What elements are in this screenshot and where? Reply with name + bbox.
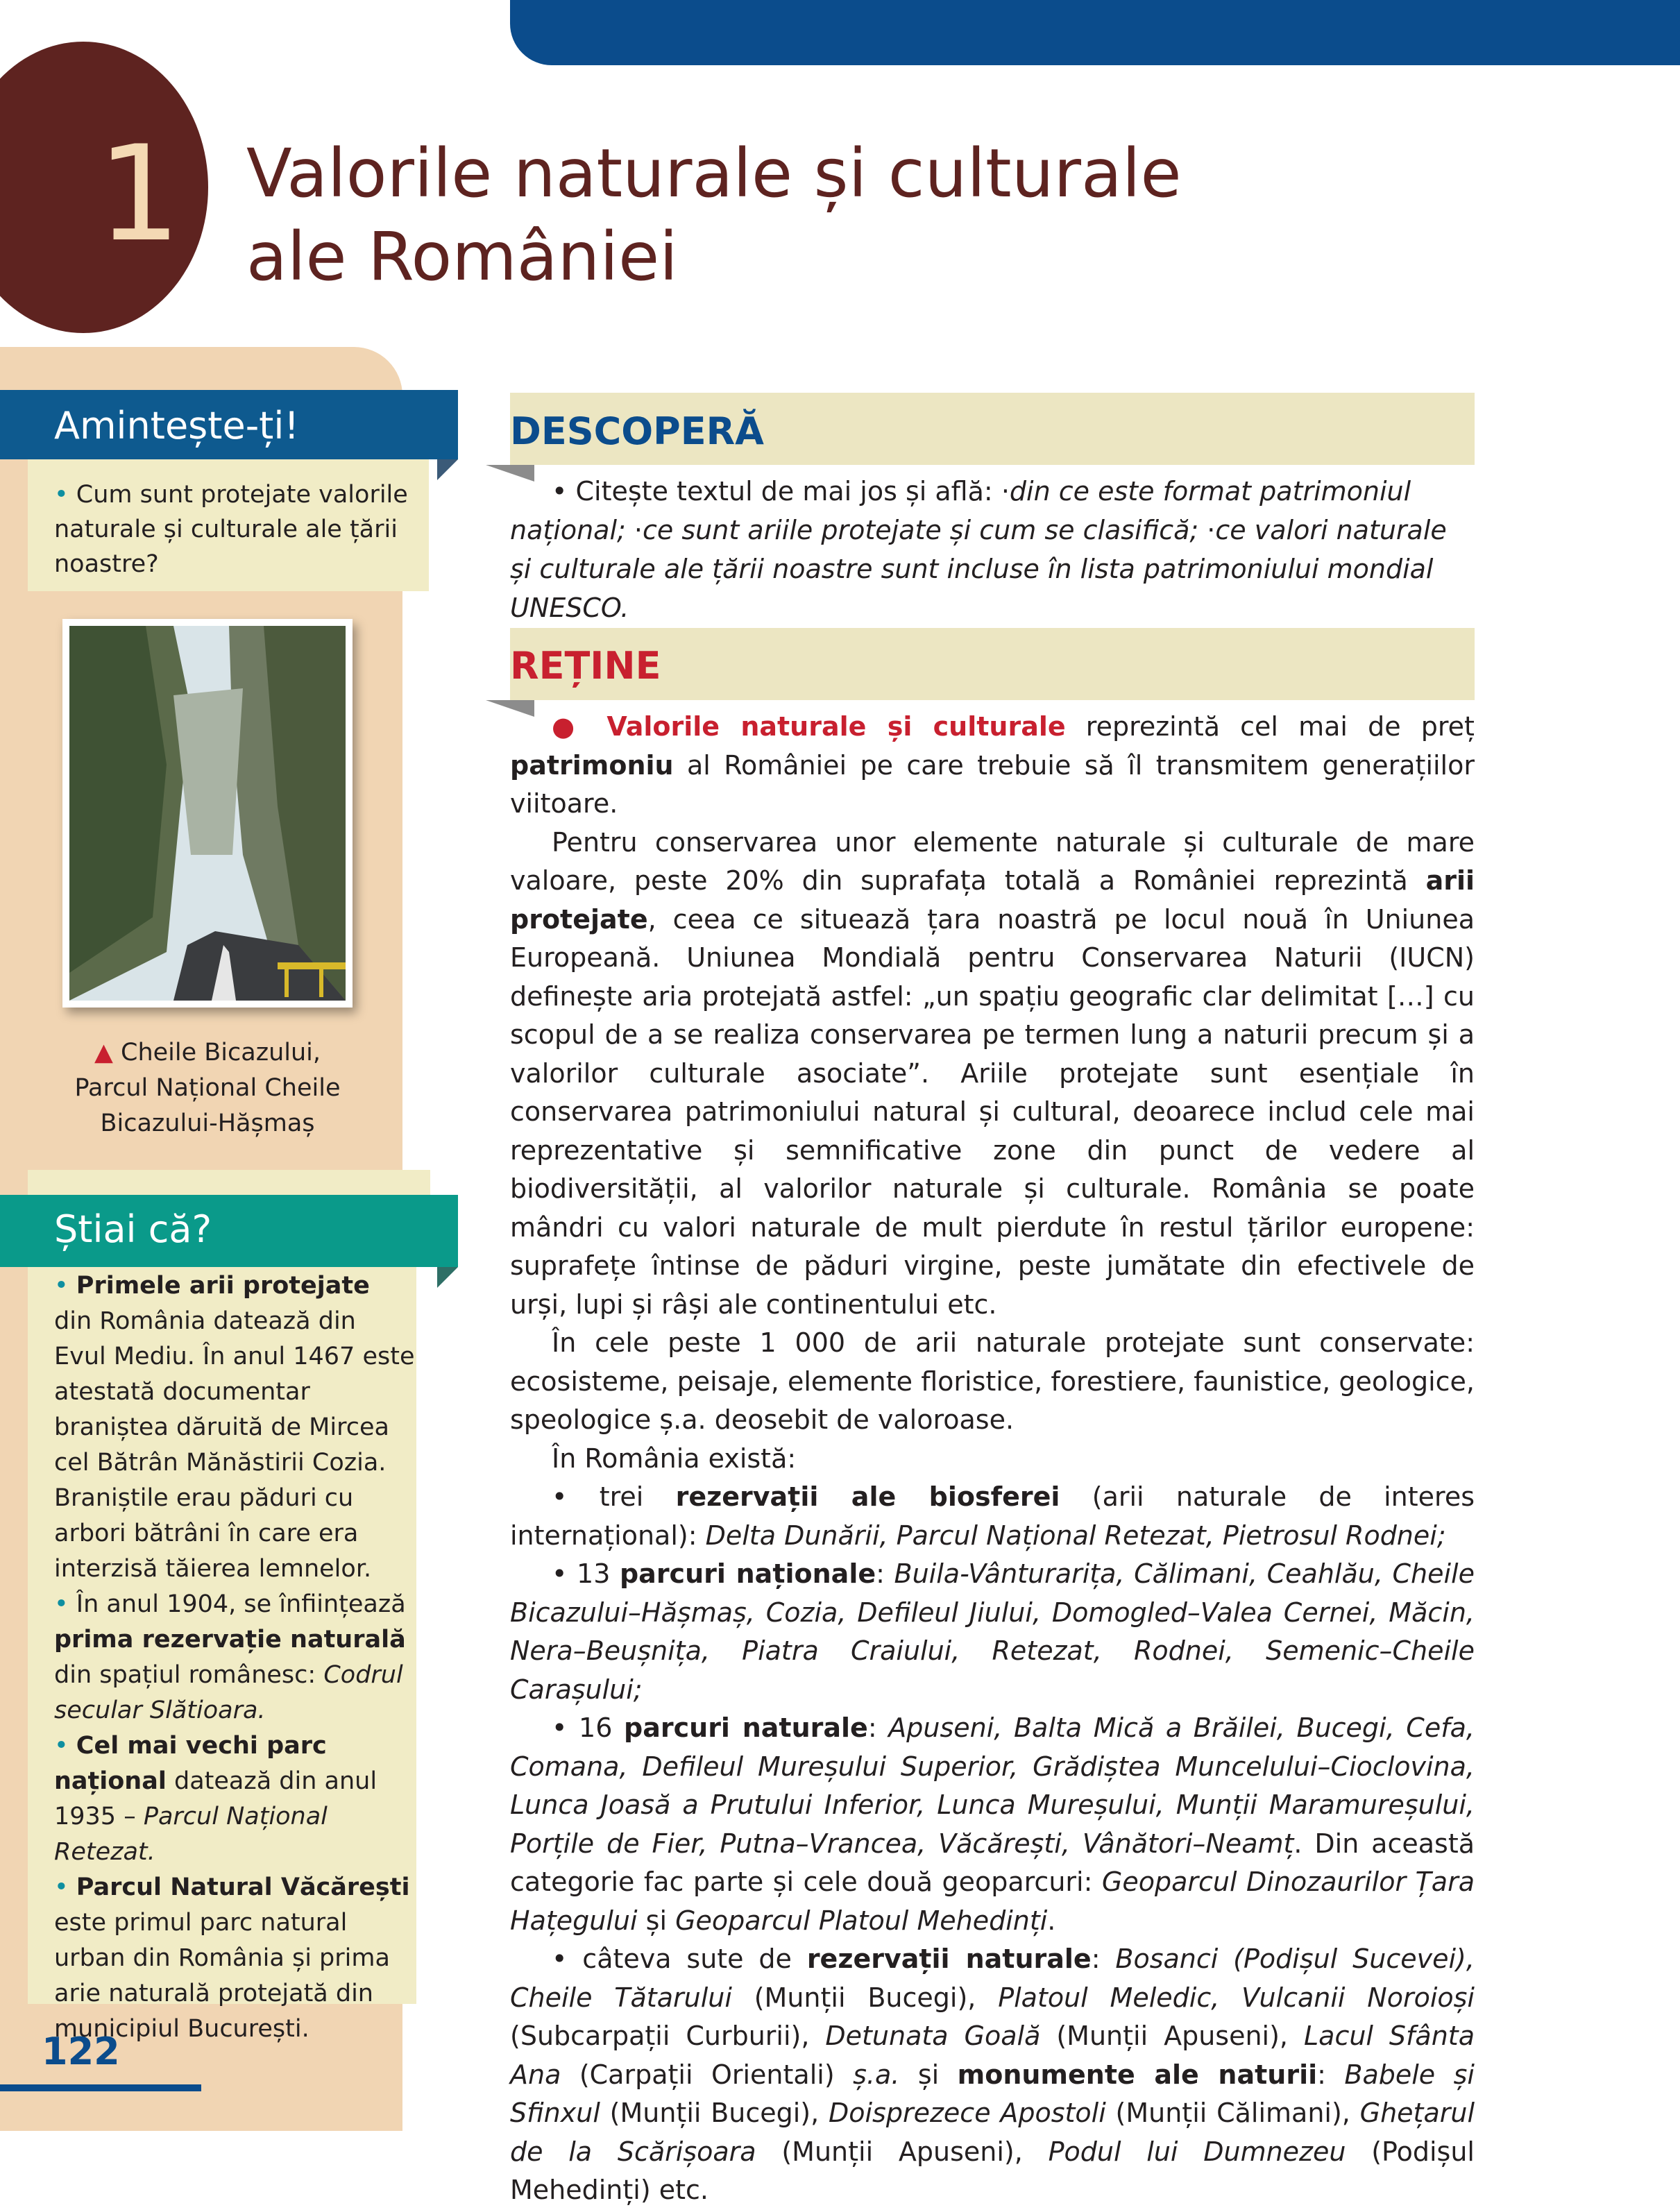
bullet-reservations: • câteva sute de rezervații naturale: Bosanci (Podișul Sucevei), Cheile Tătarului (Munții Bucegi), Platoul Meledic, Vulcanii Noroioși (Subcarpații Curburii), Detunata Goală (Munții Apuseni), Lacul Sfânta Ana (Carpații Orientali) ș.a. și monumente ale naturii: Babele și Sfinxul (Munții Bucegi), Doisprezece Apostoli (Munții Călimani), Ghețarul de la Scărișoara (Munții Apuseni), Podul lui Dumnezeu (Podișul Mehedinți) etc. — [510, 1944, 1475, 2205]
triangle-icon: ▲ — [94, 1039, 113, 1066]
fact-4: • Parcul Natural Văcărești este primul parc natural urban din România și prima arie naturală protejată din municipiul București. — [54, 1873, 410, 2043]
did-you-know-text — [54, 1268, 415, 2047]
retain-body — [510, 708, 1475, 2210]
discover-text: • Citește textul de mai jos și află: ·din ce este format patrimoniul național; ·ce sunt ariile protejate și cum se clasifică; ·ce valori naturale și culturale ale țării noastre sunt incluse în lista patrimoniului mondial UNESCO. — [510, 476, 1447, 623]
red-dot-icon: ● — [552, 711, 587, 742]
bullet-icon: • — [552, 1558, 568, 1589]
bullet-icon: • — [54, 1732, 69, 1760]
did-you-know-title: Știai că? — [54, 1207, 212, 1251]
paragraph-3: În cele peste 1 000 de arii naturale protejate sunt conservate: ecosisteme, peisaje, elemente floristice, forestiere, faunistice, geologice, speologice ș.a. deosebit de valoroase. — [510, 1327, 1475, 1435]
photo-caption: ▲ Cheile Bicazului, Parcul Național Cheile Bicazului-Hășmaș — [74, 1039, 341, 1137]
top-banner — [510, 0, 1680, 65]
bullet-icon: • — [54, 1590, 69, 1618]
fact-3: • Cel mai vechi parc național datează din anul 1935 – Parcul Național Retezat. — [54, 1732, 377, 1866]
bullet-icon: • — [552, 476, 568, 507]
fact-1: • Primele arii protejate din România datează din Evul Mediu. În anul 1467 este atestată documentar braniștea dăruită de Mircea cel Bătrân Mănăstirii Cozia. Braniștile erau păduri cu arbori bătrâni în care era interzisă tăierea lemnelor. — [54, 1272, 415, 1583]
bullet-icon: • — [552, 1712, 568, 1743]
page-number-rule — [0, 2084, 201, 2091]
bullet-national-parks: • 13 parcuri naționale: Buila-Vânturarița, Călimani, Ceahlău, Cheile Bicazului–Hășmaș, Cozia, Defileul Jiului, Domogled–Valea Cernei, Măcin, Nera–Beușnița, Piatra Craiului, Retezat, Rodnei, Semenic–Cheile Carașului; — [510, 1558, 1475, 1705]
discover-title: DESCOPERĂ — [510, 409, 764, 453]
did-you-know-tab — [28, 1170, 430, 1195]
title-line-2: ale României — [246, 218, 678, 296]
bullet-natural-parks: • 16 parcuri naturale: Apuseni, Balta Mică a Brăilei, Bucegi, Cefa, Comana, Defileul Mureșului Superior, Grădiștea Muncelului–Cioclovina, Lunca Joasă a Prutului Inferior, Lunca Mureșului, Munții Maramureșului, Porțile de Fier, Putna–Vrancea, Văcărești, Vânători–Neamț. Din această categorie fac parte și cele două geoparcuri: Geoparcul Dinozaurilor Țara Hațegului și Geoparcul Platoul Mehedinți. — [510, 1712, 1475, 1936]
gorge-photo — [69, 626, 346, 1001]
bullet-icon: • — [552, 1944, 568, 1974]
paragraph-4: În România există: — [552, 1443, 797, 1474]
chapter-number: 1 — [97, 117, 181, 271]
remember-title: Amintește-ți! — [54, 404, 300, 448]
retain-title: REȚINE — [510, 644, 661, 688]
title-line-1: Valorile naturale și culturale — [246, 135, 1182, 212]
fact-2: • În anul 1904, se înființează prima rezervație naturală din spațiul românesc: Codrul secular Slătioara. — [54, 1590, 406, 1724]
bullet-icon: • — [54, 1272, 69, 1300]
page-number: 122 — [42, 2030, 120, 2073]
did-you-know-fold — [437, 1267, 458, 1288]
paragraph-2: Pentru conservarea unor elemente naturale și culturale de mare valoare, peste 20% din suprafața totală a României reprezintă arii protejate, ceea ce situează țara noastră pe locul nouă în Uniunea Europeană. Uniunea Mondială pentru Conservarea Naturii (IUCN) definește aria protejată astfel: „un spațiu geografic clar delimitat […] cu scopul de a se realiza conservarea pe termen lung a naturii precum și a valorilor culturale asociate”. Ariile protejate sunt esențiale în conservarea patrimoniului natural și cultural, deoarece includ cele mai reprezentative și semnificative zone din punct de vedere al biodiversității, al valorilor naturale și culturale. România se poate mândri cu valori naturale de mult pierdute în restul țărilor europene: suprafețe întinse de păduri virgine, peste jumătate din efectivele de urși, lupi și râși ale continentului etc. — [510, 826, 1475, 1320]
bullet-icon: • — [54, 1873, 69, 1901]
page-title — [246, 132, 1357, 298]
gorge-illustration — [69, 626, 346, 1001]
bullet-biosphere: • trei rezervații ale biosferei (arii naturale de interes internațional): Delta Dunării, Parcul Național Retezat, Pietrosul Rodnei; — [510, 1481, 1475, 1551]
remember-question: • Cum sunt protejate valorile naturale și culturale ale țării noastre? — [54, 481, 408, 578]
bullet-icon: • — [54, 481, 69, 509]
remember-header-fold — [437, 459, 458, 480]
paragraph-1: ● Valorile naturale și culturale reprezintă cel mai de preț patrimoniu al României pe care trebuie să îl transmitem generațiilor viitoare. — [510, 711, 1475, 819]
bullet-icon: • — [552, 1481, 568, 1512]
